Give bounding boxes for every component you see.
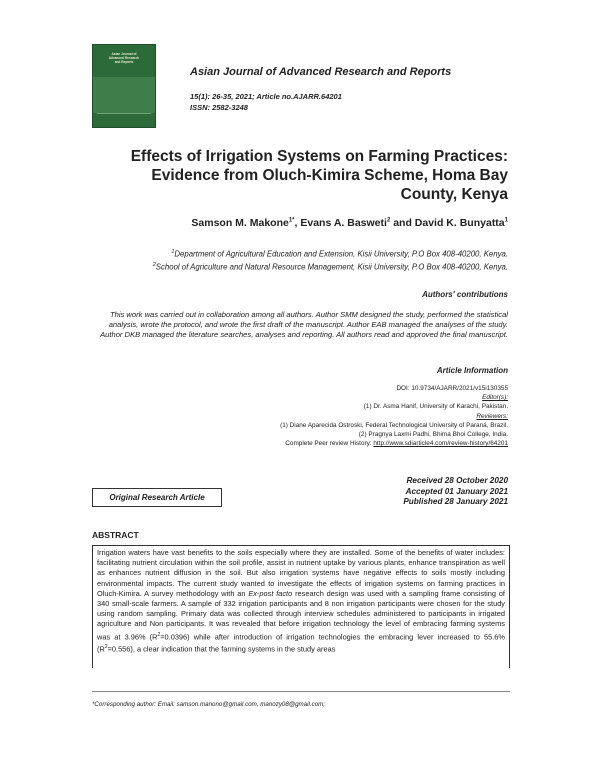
author-sup: 2 [386,217,391,224]
journal-name: Asian Journal of Advanced Research and Reports [190,66,452,78]
accepted-date: Accepted 01 January 2021 [405,486,508,496]
published-date: Published 28 January 2021 [403,497,508,507]
reviewer: (1) Diane Aparecida Ostroski, Federal Technological University of Paraná, Brazil. [280,421,508,429]
contributions-heading: Authors' contributions [422,290,508,299]
abstract-box [92,545,510,668]
author-name: Evans A. Basweti [300,217,387,229]
issn: ISSN: 2582-3248 [190,103,248,112]
abstract-text: Irrigation waters have vast benefits to the soils especially where they are installed. Some of the benefits of water includes: facilitating nutrient circulation within the soil profile, assist in nutrient uptake by various plants, enhance transpiration as well as enhances nutrient diffusion in the soil. But also irrigation systems have negative effects to soils mostly including environmental impacts. The current study wanted to investigate the effects of irrigation systems on farming practices in Oluch-Kimira. A survey methodology with an Ex-post facto research design was used with a sampling frame consisting of 340 small-scale farmers. A sample of 332 irrigation participants and 8 non irrigation participants were chosen for the study using random sampling. Primary data was collected through interview schedules administered to participants in irrigated agriculture and Non participants. It was revealed that before irrigation technology the level of embracing farming systems was at 3.96% $(R^2=0.0396)$ while after introduction of irrigation technologies the embracing lever increased to 55.6% $(R^2=0.556)$, a clear indication that the farming systems in the study areas [97,548,505,654]
review-history: Complete Peer review History: http://www.sdiarticle4.com/review-history/64201 [285,440,508,448]
review-history-link[interactable]: http://www.sdiarticle4.com/review-history/64201 [373,440,508,448]
doi: DOI: 10.9734/AJARR/2021/v15i130355 [396,385,508,392]
footnote-divider [92,691,510,692]
reviewer: (2) Pragnya Laxmi Padhi, Bhima Bhoi College, India. [358,431,508,439]
received-date: Received 28 October 2020 [406,476,508,485]
journal-cover-image [92,44,156,128]
author-name: Samson M. Makone [191,217,289,229]
editor-label: Editor(s): [482,394,508,402]
publication-dates [403,476,508,508]
author-sup: 1 [504,217,508,224]
citation: 15(1): 26-35, 2021; Article no.AJARR.64201 [190,92,342,101]
editor: (1) Dr. Asma Hanif, University of Karachi, Pakistan. [363,403,508,411]
article-info-heading: Article Information [436,366,508,375]
cover-footer [97,113,151,122]
cover-title: Asian Journal of Advanced Research and Reports [108,52,140,64]
affiliation: $^1$Department of Agricultural Education and Extension, Kisii University, P.O Box 408-40200, Kenya. [171,249,508,259]
contributions-text: This work was carried out in collaboration among all authors. Author SMM designed the study, performed the statistical analysis, wrote the protocol, and wrote the first draft of the manuscript. Author EAB managed the analyses of the study. Author DKB managed the literature searches, analyses and reporting. All authors read and approved the final manuscript. [100,310,508,339]
article-title: Effects of Irrigation Systems on Farming Practices: Evidence from Oluch-Kimira Scheme, Homa Bay County, Kenya [130,148,508,203]
abstract-heading: ABSTRACT [92,530,139,540]
corresponding-author-footnote: *Corresponding author: Email: samson.manono@gmail.com, manozy08@gmail.com; [92,701,326,708]
affiliations [100,247,508,272]
author-list: Samson M. Makone$^{1*}$, Evans A. Basweti$^2$ and David K. Bunyatta$^1$ [191,217,508,229]
article-type-badge: Original Research Article [92,488,222,507]
cover-band [93,77,155,113]
affiliation: $^2$School of Agriculture and Natural Resource Management, Kisii University, P.O Box 408-40200, Kenya. [152,261,508,272]
author-sup: 1* [288,217,295,224]
article-info [200,384,508,448]
journal-issue-info [190,91,342,113]
author-name: David K. Bunyatta [414,217,505,229]
reviewers-label: Reviewers: [476,412,508,420]
